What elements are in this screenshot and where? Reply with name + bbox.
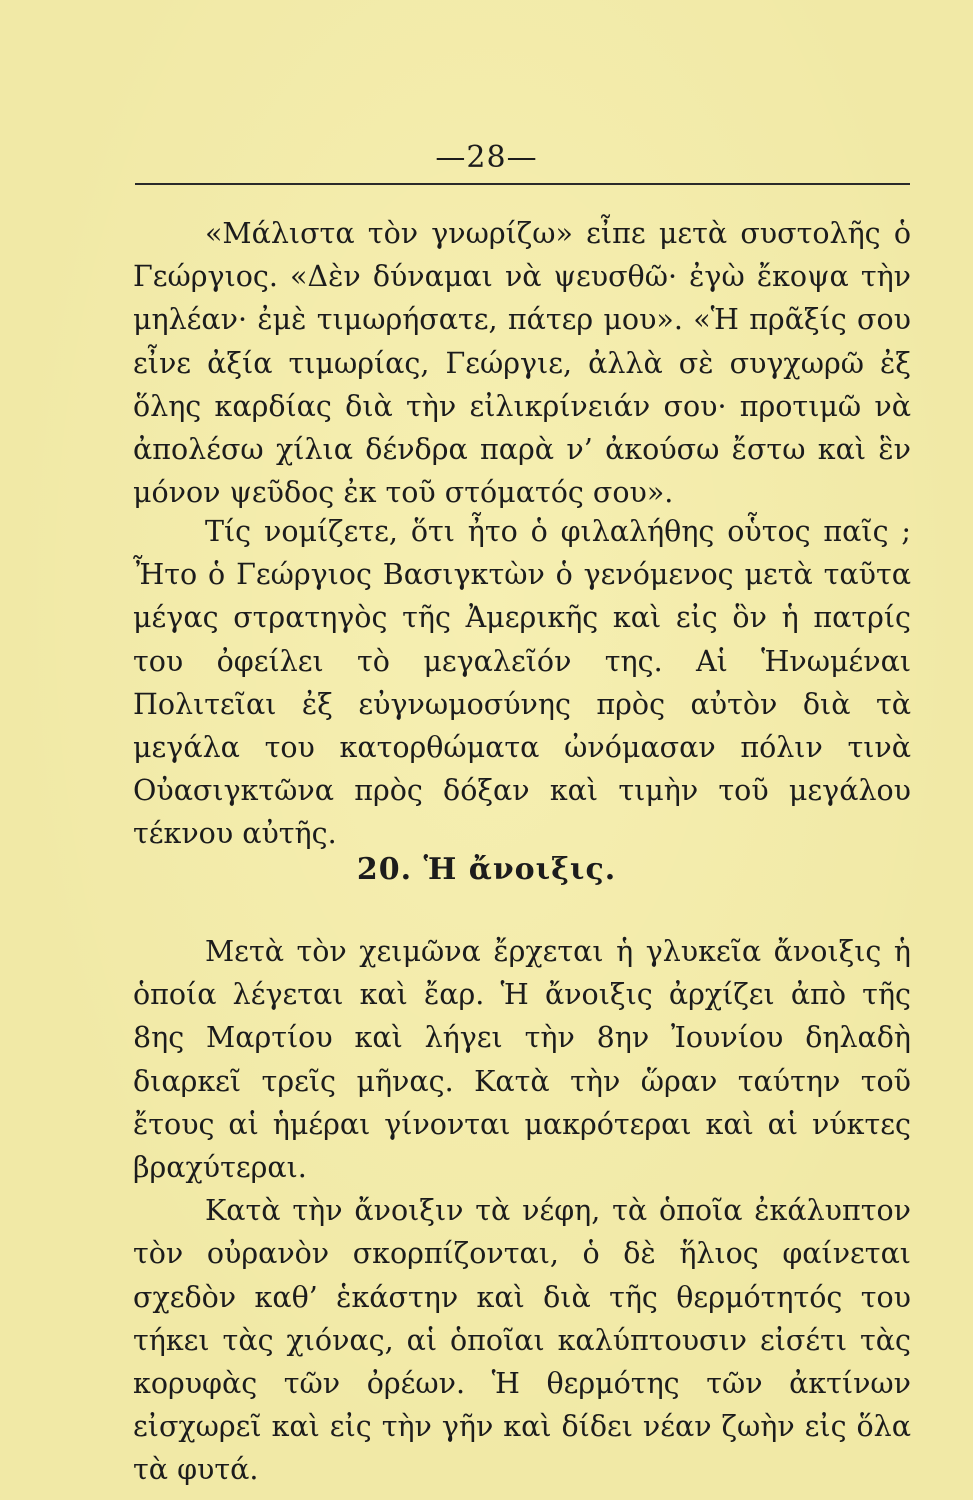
page-number: —28— xyxy=(435,140,538,175)
header-rule xyxy=(135,183,910,185)
paragraph-4: Κατὰ τὴν ἄνοιξιν τὰ νέφη, τὰ ὁποῖα ἐκάλυπτον τὸν οὐρανὸν σκορπίζονται, ὁ δὲ ἥλιος φαίνεται σχεδὸν καθ’ ἑκάστην καὶ διὰ τῆς θερμότητός του τήκει τὰς χιόνας, αἱ ὁποῖαι καλύπτουσιν εἰσέτι τὰς κορυφὰς τῶν ὀρέων. Ἡ θερμότης τῶν ἀκτίνων εἰσχωρεῖ καὶ εἰς τὴν γῆν καὶ δίδει νέαν ζωὴν εἰς ὅλα τὰ φυτά. xyxy=(133,1194,911,1487)
section-heading: 20. Ἡ ἄνοιξις. xyxy=(356,852,617,887)
text-block-1 xyxy=(133,212,911,514)
paragraph-2: Τίς νομίζετε, ὅτι ἦτο ὁ φιλαλήθης οὗτος παῖς ; Ἦτο ὁ Γεώργιος Βασιγκτὼν ὁ γενόμενος μετὰ ταῦτα μέγας στρατηγὸς τῆς Ἀμερικῆς καὶ εἰς ὃν ἡ πατρίς του ὀφείλει τὸ μεγαλεῖόν της. Αἱ Ἡνωμέναι Πολιτεῖαι ἐξ εὐγνωμοσύνης πρὸς αὐτὸν διὰ τὰ μεγάλα του κατορθώματα ὠνόμασαν πόλιν τινὰ Οὐασιγκτῶνα πρὸς δόξαν καὶ τιμὴν τοῦ μεγάλου τέκνου αὐτῆς. xyxy=(133,515,911,851)
text-block-2 xyxy=(133,510,911,856)
text-block-3 xyxy=(133,930,911,1492)
paragraph-1: «Μάλιστα τὸν γνωρίζω» εἶπε μετὰ συστολῆς ὁ Γεώργιος. «Δὲν δύναμαι νὰ ψευσθῶ· ἐγὼ ἔκοψα τὴν μηλέαν· ἐμὲ τιμωρήσατε, πάτερ μου». «Ἡ πρᾶξίς σου εἶνε ἀξία τιμωρίας, Γεώργιε, ἀλλὰ σὲ συγχωρῶ ἐξ ὅλης καρδίας διὰ τὴν εἰλικρίνειάν σου· προτιμῶ νὰ ἀπολέσω χίλια δένδρα παρὰ ν’ ἀκούσω ἔστω καὶ ἓν μόνον ψεῦδος ἐκ τοῦ στόματός σου». xyxy=(133,217,911,510)
paragraph-3: Μετὰ τὸν χειμῶνα ἔρχεται ἡ γλυκεῖα ἄνοιξις ἡ ὁποία λέγεται καὶ ἔαρ. Ἡ ἄνοιξις ἀρχίζει ἀπὸ τῆς 8ης Μαρτίου καὶ λήγει τὴν 8ην Ἰουνίου δηλαδὴ διαρκεῖ τρεῖς μῆνας. Κατὰ τὴν ὥραν ταύτην τοῦ ἔτους αἱ ἡμέραι γίνονται μακρότεραι καὶ αἱ νύκτες βραχύτεραι. xyxy=(133,935,911,1185)
